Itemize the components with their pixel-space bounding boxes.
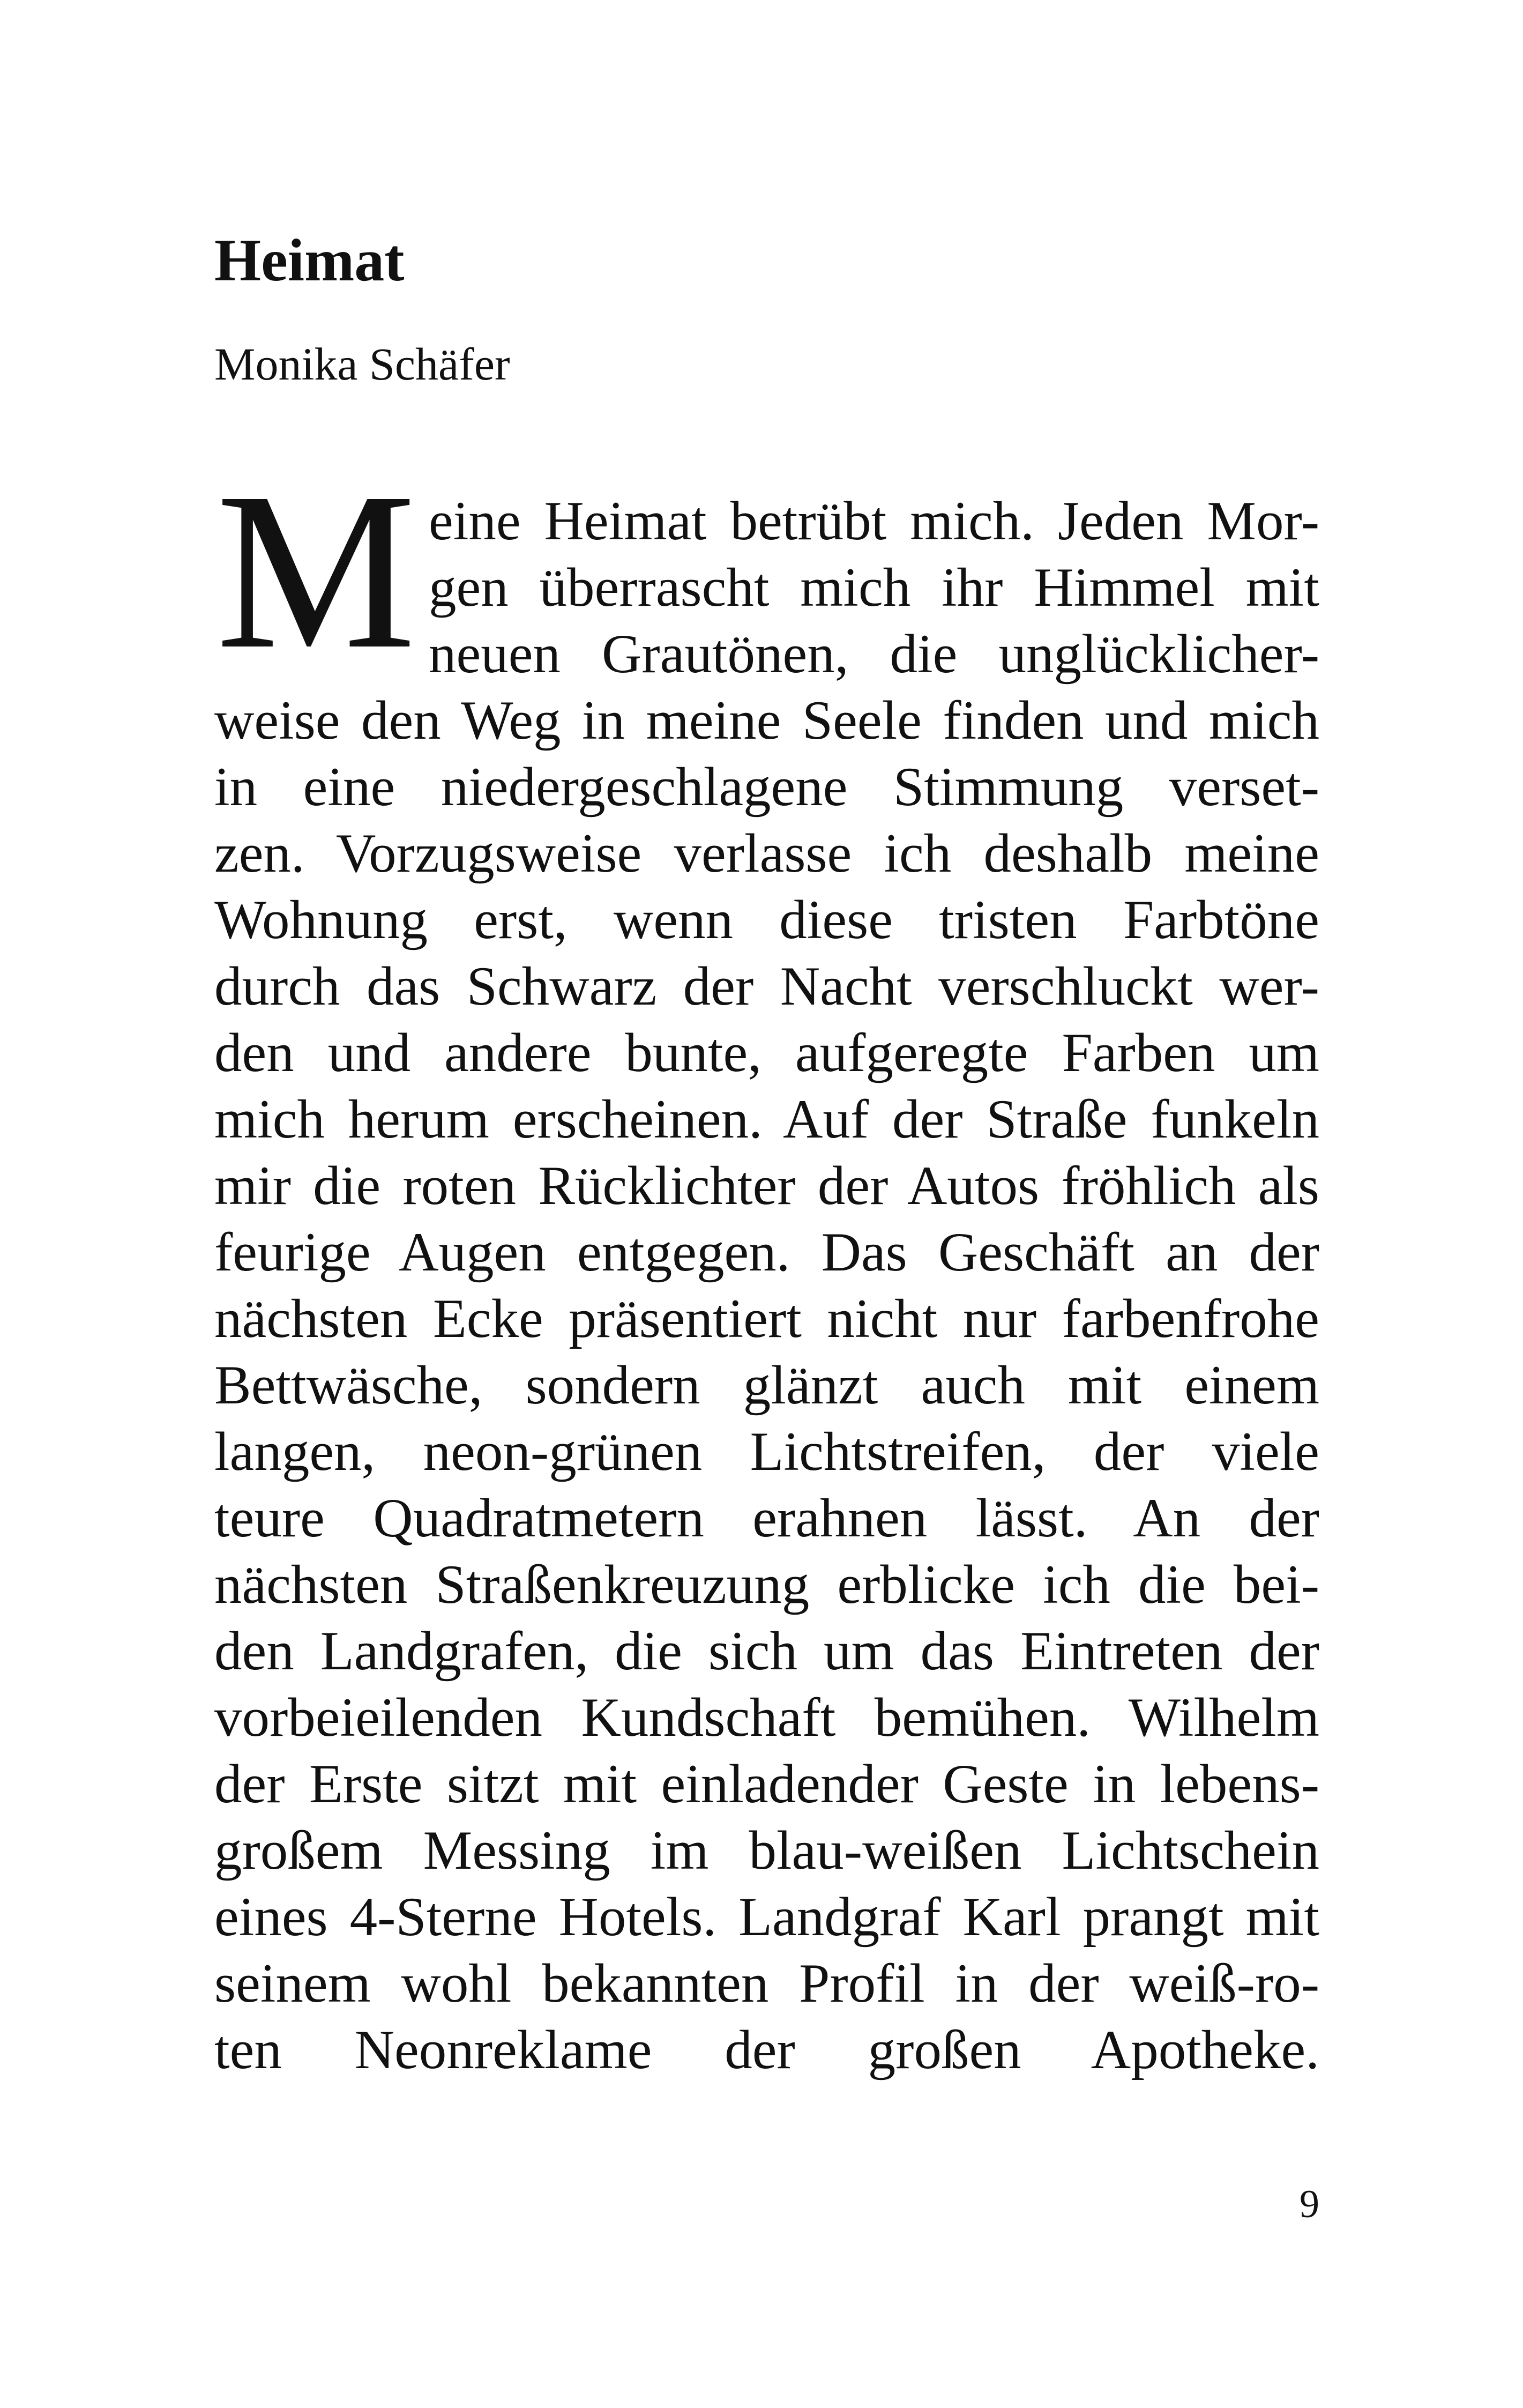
body-text-line: neuen Grautönen, die unglücklicher- (429, 623, 1319, 685)
body-text-line: den Landgrafen, die sich um das Eintreten der (214, 1621, 1319, 1682)
body-text-line: durch das Schwarz der Nacht verschluckt wer- (214, 956, 1319, 1017)
body-text-line: weise den Weg in meine Seele finden und mich (214, 690, 1319, 751)
body-text-line: in eine niedergeschlagene Stimmung verset- (214, 756, 1319, 817)
body-text-line: seinem wohl bekannten Profil in der weiß-ro- (214, 1953, 1319, 2014)
body-text-line: feurige Augen entgegen. Das Geschäft an der (214, 1222, 1319, 1283)
body-text-line: nächsten Ecke präsentiert nicht nur farbenfrohe (214, 1288, 1319, 1349)
body-text-line: langen, neon-grünen Lichtstreifen, der viele (214, 1421, 1319, 1482)
body-text-line: den und andere bunte, aufgeregte Farben um (214, 1022, 1319, 1083)
body-text-line: nächsten Straßenkreuzung erblicke ich die bei- (214, 1554, 1319, 1615)
body-text-line: gen überrascht mich ihr Himmel mit (429, 557, 1319, 618)
drop-cap: M (216, 446, 416, 695)
body-text-line: ten Neonreklame der großen Apotheke. (214, 2019, 1319, 2080)
body-text-line: zen. Vorzugsweise verlasse ich deshalb meine (214, 823, 1319, 884)
body-text-line: großem Messing im blau-weißen Lichtschein (214, 1820, 1319, 1881)
author-name: Monika Schäfer (214, 338, 510, 390)
body-text-line: mir die roten Rücklichter der Autos fröhlich als (214, 1155, 1319, 1216)
body-text-line: Wohnung erst, wenn diese tristen Farbtöne (214, 889, 1319, 950)
body-text-line: teure Quadratmetern erahnen lässt. An der (214, 1488, 1319, 1549)
page-number: 9 (1300, 2182, 1319, 2226)
body-text-line: vorbeieilenden Kundschaft bemühen. Wilhelm (214, 1687, 1319, 1748)
body-text-line: mich herum erscheinen. Auf der Straße funkeln (214, 1089, 1319, 1150)
chapter-title: Heimat (214, 227, 405, 294)
body-text-line: eine Heimat betrübt mich. Jeden Mor- (429, 490, 1319, 552)
body-text-line: eines 4-Sterne Hotels. Landgraf Karl prangt mit (214, 1886, 1319, 1948)
body-text-line: Bettwäsche, sondern glänzt auch mit einem (214, 1355, 1319, 1416)
body-text-line: der Erste sitzt mit einladender Geste in lebens- (214, 1753, 1319, 1815)
